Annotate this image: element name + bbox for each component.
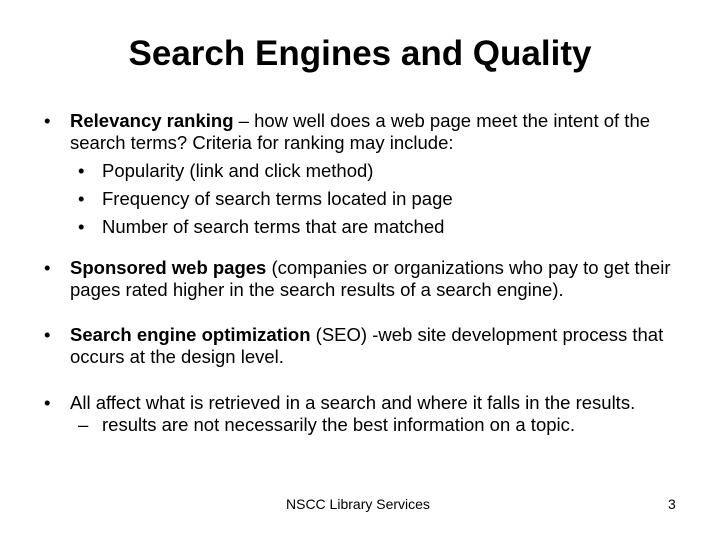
bullet-all-affect <box>44 392 694 436</box>
bullet-symbol: • <box>44 392 51 413</box>
sub-bullet-number-matched <box>78 216 694 238</box>
bullet-bold-term: Search engine optimization <box>70 324 311 345</box>
bullet-text: All affect what is retrieved in a search and where it falls in the results. <box>70 392 636 413</box>
bullet-seo <box>44 324 694 368</box>
sub-bullet-symbol: • <box>78 188 85 209</box>
dash-item-results <box>78 414 694 436</box>
sub-bullet-symbol: • <box>78 160 85 181</box>
slide-title: Search Engines and Quality <box>128 34 592 73</box>
bullet-text <box>70 110 694 154</box>
bullet-relevancy-ranking <box>44 110 694 238</box>
slide-number: 3 <box>668 496 676 512</box>
bullet-symbol: • <box>44 324 51 345</box>
bullet-symbol: • <box>44 110 51 131</box>
bullet-bold-term: Relevancy ranking <box>70 110 234 131</box>
sub-bullet-symbol: • <box>78 216 85 237</box>
bullet-bold-term: Sponsored web pages <box>70 257 267 278</box>
sub-bullet-text: Number of search terms that are matched <box>102 216 445 237</box>
sub-bullet-text: Popularity (link and click method) <box>102 160 374 181</box>
bullet-description: (SEO) -web site development process that occurs at the design level. <box>70 324 664 367</box>
bullet-text <box>70 257 694 301</box>
bullet-symbol: • <box>44 257 51 278</box>
bullet-description: – how well does a web page meet the intent of the search terms? Criteria for ranking may include: <box>70 110 651 153</box>
sub-bullet-popularity <box>78 160 694 182</box>
footer-organization: NSCC Library Services <box>286 496 430 512</box>
dash-symbol: – <box>78 414 89 435</box>
bullet-sponsored-web-pages <box>44 257 694 301</box>
dash-text: results are not necessarily the best information on a topic. <box>102 414 576 435</box>
bullet-text <box>70 324 694 368</box>
sub-bullet-text: Frequency of search terms located in page <box>102 188 453 209</box>
sub-bullet-frequency <box>78 188 694 210</box>
bullet-description: (companies or organizations who pay to get their pages rated higher in the search results of a search engine). <box>70 257 671 300</box>
